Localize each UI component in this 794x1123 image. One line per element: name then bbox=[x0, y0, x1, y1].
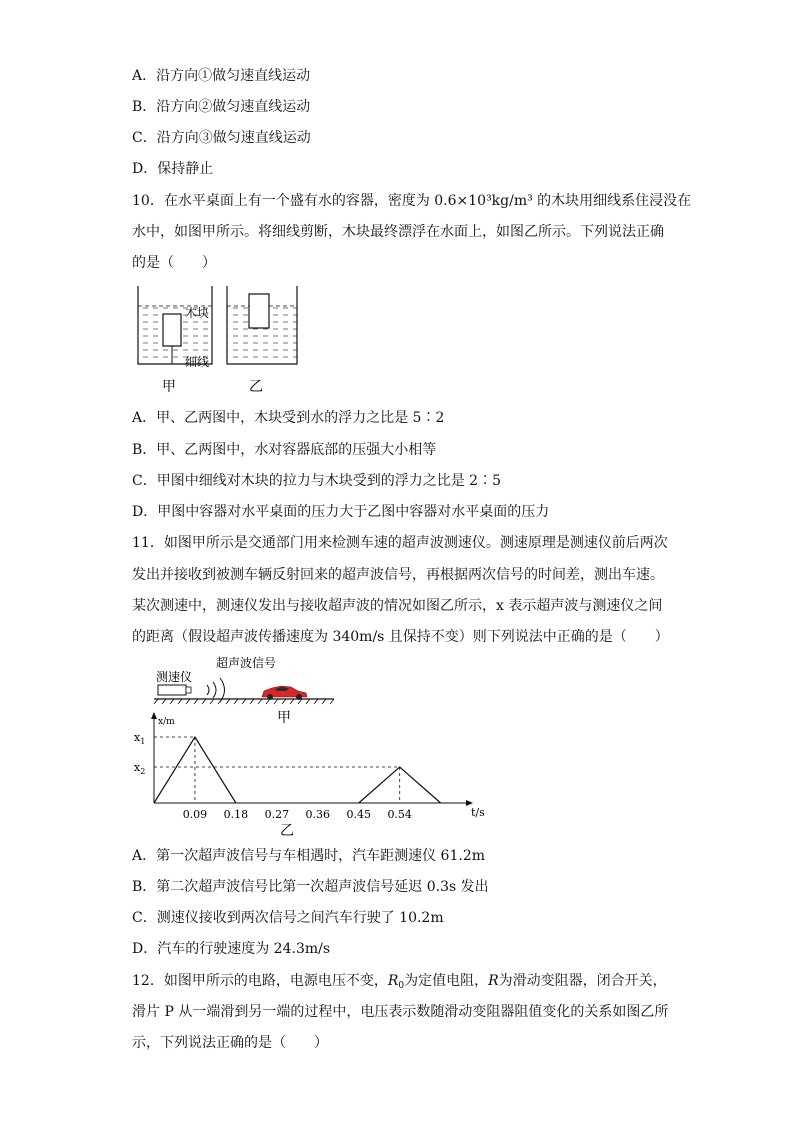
q11-option-b: B．第二次超声波信号比第一次超声波信号延迟 0.3s 发出 bbox=[132, 879, 489, 895]
wave-arc bbox=[213, 682, 216, 698]
q10-option-d: D．甲图中容器对水平桌面的压力大于乙图中容器对水平桌面的压力 bbox=[132, 504, 550, 520]
x-axis-label: t/s bbox=[471, 806, 485, 819]
speed-detector bbox=[158, 685, 186, 695]
q10-stem-line: 的是（ ） bbox=[132, 255, 216, 271]
x-tick-label: 0.45 bbox=[346, 808, 371, 821]
q12-stem-line: 滑片 P 从一端滑到另一端的过程中，电压表示数随滑动变阻器阻值变化的关系如图乙所 bbox=[132, 1004, 669, 1020]
caption-jia: 甲 bbox=[277, 710, 291, 726]
x-tick-label: 0.09 bbox=[182, 808, 208, 821]
q10-option-a: A．甲、乙两图中，木块受到水的浮力之比是 5∶2 bbox=[132, 410, 445, 426]
q12-stem-line: 12．如图甲所示的电路，电源电压不变，$R_0$为定值电阻，R为滑动变阻器，闭合开关， bbox=[132, 973, 667, 991]
q9-option-a: A．沿方向①做匀速直线运动 bbox=[132, 68, 311, 84]
x-tick-label: 0.36 bbox=[305, 808, 331, 821]
y-axis-label: x/m bbox=[158, 717, 175, 727]
caption-yi: 乙 bbox=[249, 379, 263, 395]
wave-arc bbox=[207, 685, 209, 695]
x-tick-label: 0.27 bbox=[264, 808, 290, 821]
chart-caption: 乙 bbox=[280, 823, 294, 839]
q10-stem-line: 10．在水平桌面上有一个盛有水的容器，密度为 0.6×10³kg/m³ 的木块用细线系住浸没在 bbox=[132, 193, 692, 209]
detector-emitter bbox=[186, 687, 191, 693]
q11-option-a: A．第一次超声波信号与车相遇时，汽车距测速仪 61.2m bbox=[132, 848, 486, 864]
ground-hatching bbox=[154, 699, 334, 704]
x-tick-label: 0.54 bbox=[387, 808, 412, 821]
q11-xt-chart bbox=[130, 712, 500, 840]
thread-label: 细线 bbox=[185, 355, 210, 369]
device-label: 测速仪 bbox=[156, 670, 193, 684]
q10-option-b: B．甲、乙两图中，水对容器底部的压强大小相等 bbox=[132, 442, 437, 458]
q11-stem-line: 某次测速中，测速仪发出与接收超声波的情况如图乙所示，x 表示超声波与测速仪之间 bbox=[132, 598, 663, 614]
q11-option-c: C．测速仪接收到两次信号之间汽车行驶了 10.2m bbox=[132, 910, 444, 926]
q10-option-c: C．甲图中细线对木块的拉力与木块受到的浮力之比是 2∶5 bbox=[132, 473, 501, 489]
x-tick-label: 0.18 bbox=[223, 808, 249, 821]
q11-stem-line: 的距离（假设超声波传播速度为 340m/s 且保持不变）则下列说法中正确的是（ ） bbox=[132, 629, 669, 645]
wood-block-left bbox=[163, 314, 181, 346]
q9-option-b: B．沿方向②做匀速直线运动 bbox=[132, 99, 311, 115]
q10-stem-line: 水中，如图甲所示。将细线剪断，木块最终漂浮在水面上，如图乙所示。下列说法正确 bbox=[132, 224, 664, 240]
q11-stem-line: 11．如图甲所示是交通部门用来检测车速的超声波测速仪。测速原理是测速仪前后两次 bbox=[132, 535, 668, 551]
q11-option-d: D．汽车的行驶速度为 24.3m/s bbox=[132, 941, 331, 957]
q9-option-c: C．沿方向③做匀速直线运动 bbox=[132, 130, 311, 146]
signal-label: 超声波信号 bbox=[216, 656, 277, 670]
caption-jia: 甲 bbox=[162, 379, 176, 395]
q9-option-d: D．保持静止 bbox=[132, 161, 214, 177]
y-tick-label: $x_1$ bbox=[134, 731, 146, 746]
wood-block-right bbox=[249, 294, 269, 328]
y-tick-label: $x_2$ bbox=[134, 761, 146, 776]
block-label: 木块 bbox=[185, 306, 210, 320]
q11-stem-line: 发出并接收到被测车辆反射回来的超声波信号，再根据两次信号的时间差，测出车速。 bbox=[132, 567, 664, 583]
q12-stem-line: 示，下列说法正确的是（ ） bbox=[132, 1035, 328, 1051]
q10-figure bbox=[132, 284, 312, 400]
car-icon bbox=[262, 686, 307, 700]
y-axis-arrow bbox=[151, 712, 157, 719]
